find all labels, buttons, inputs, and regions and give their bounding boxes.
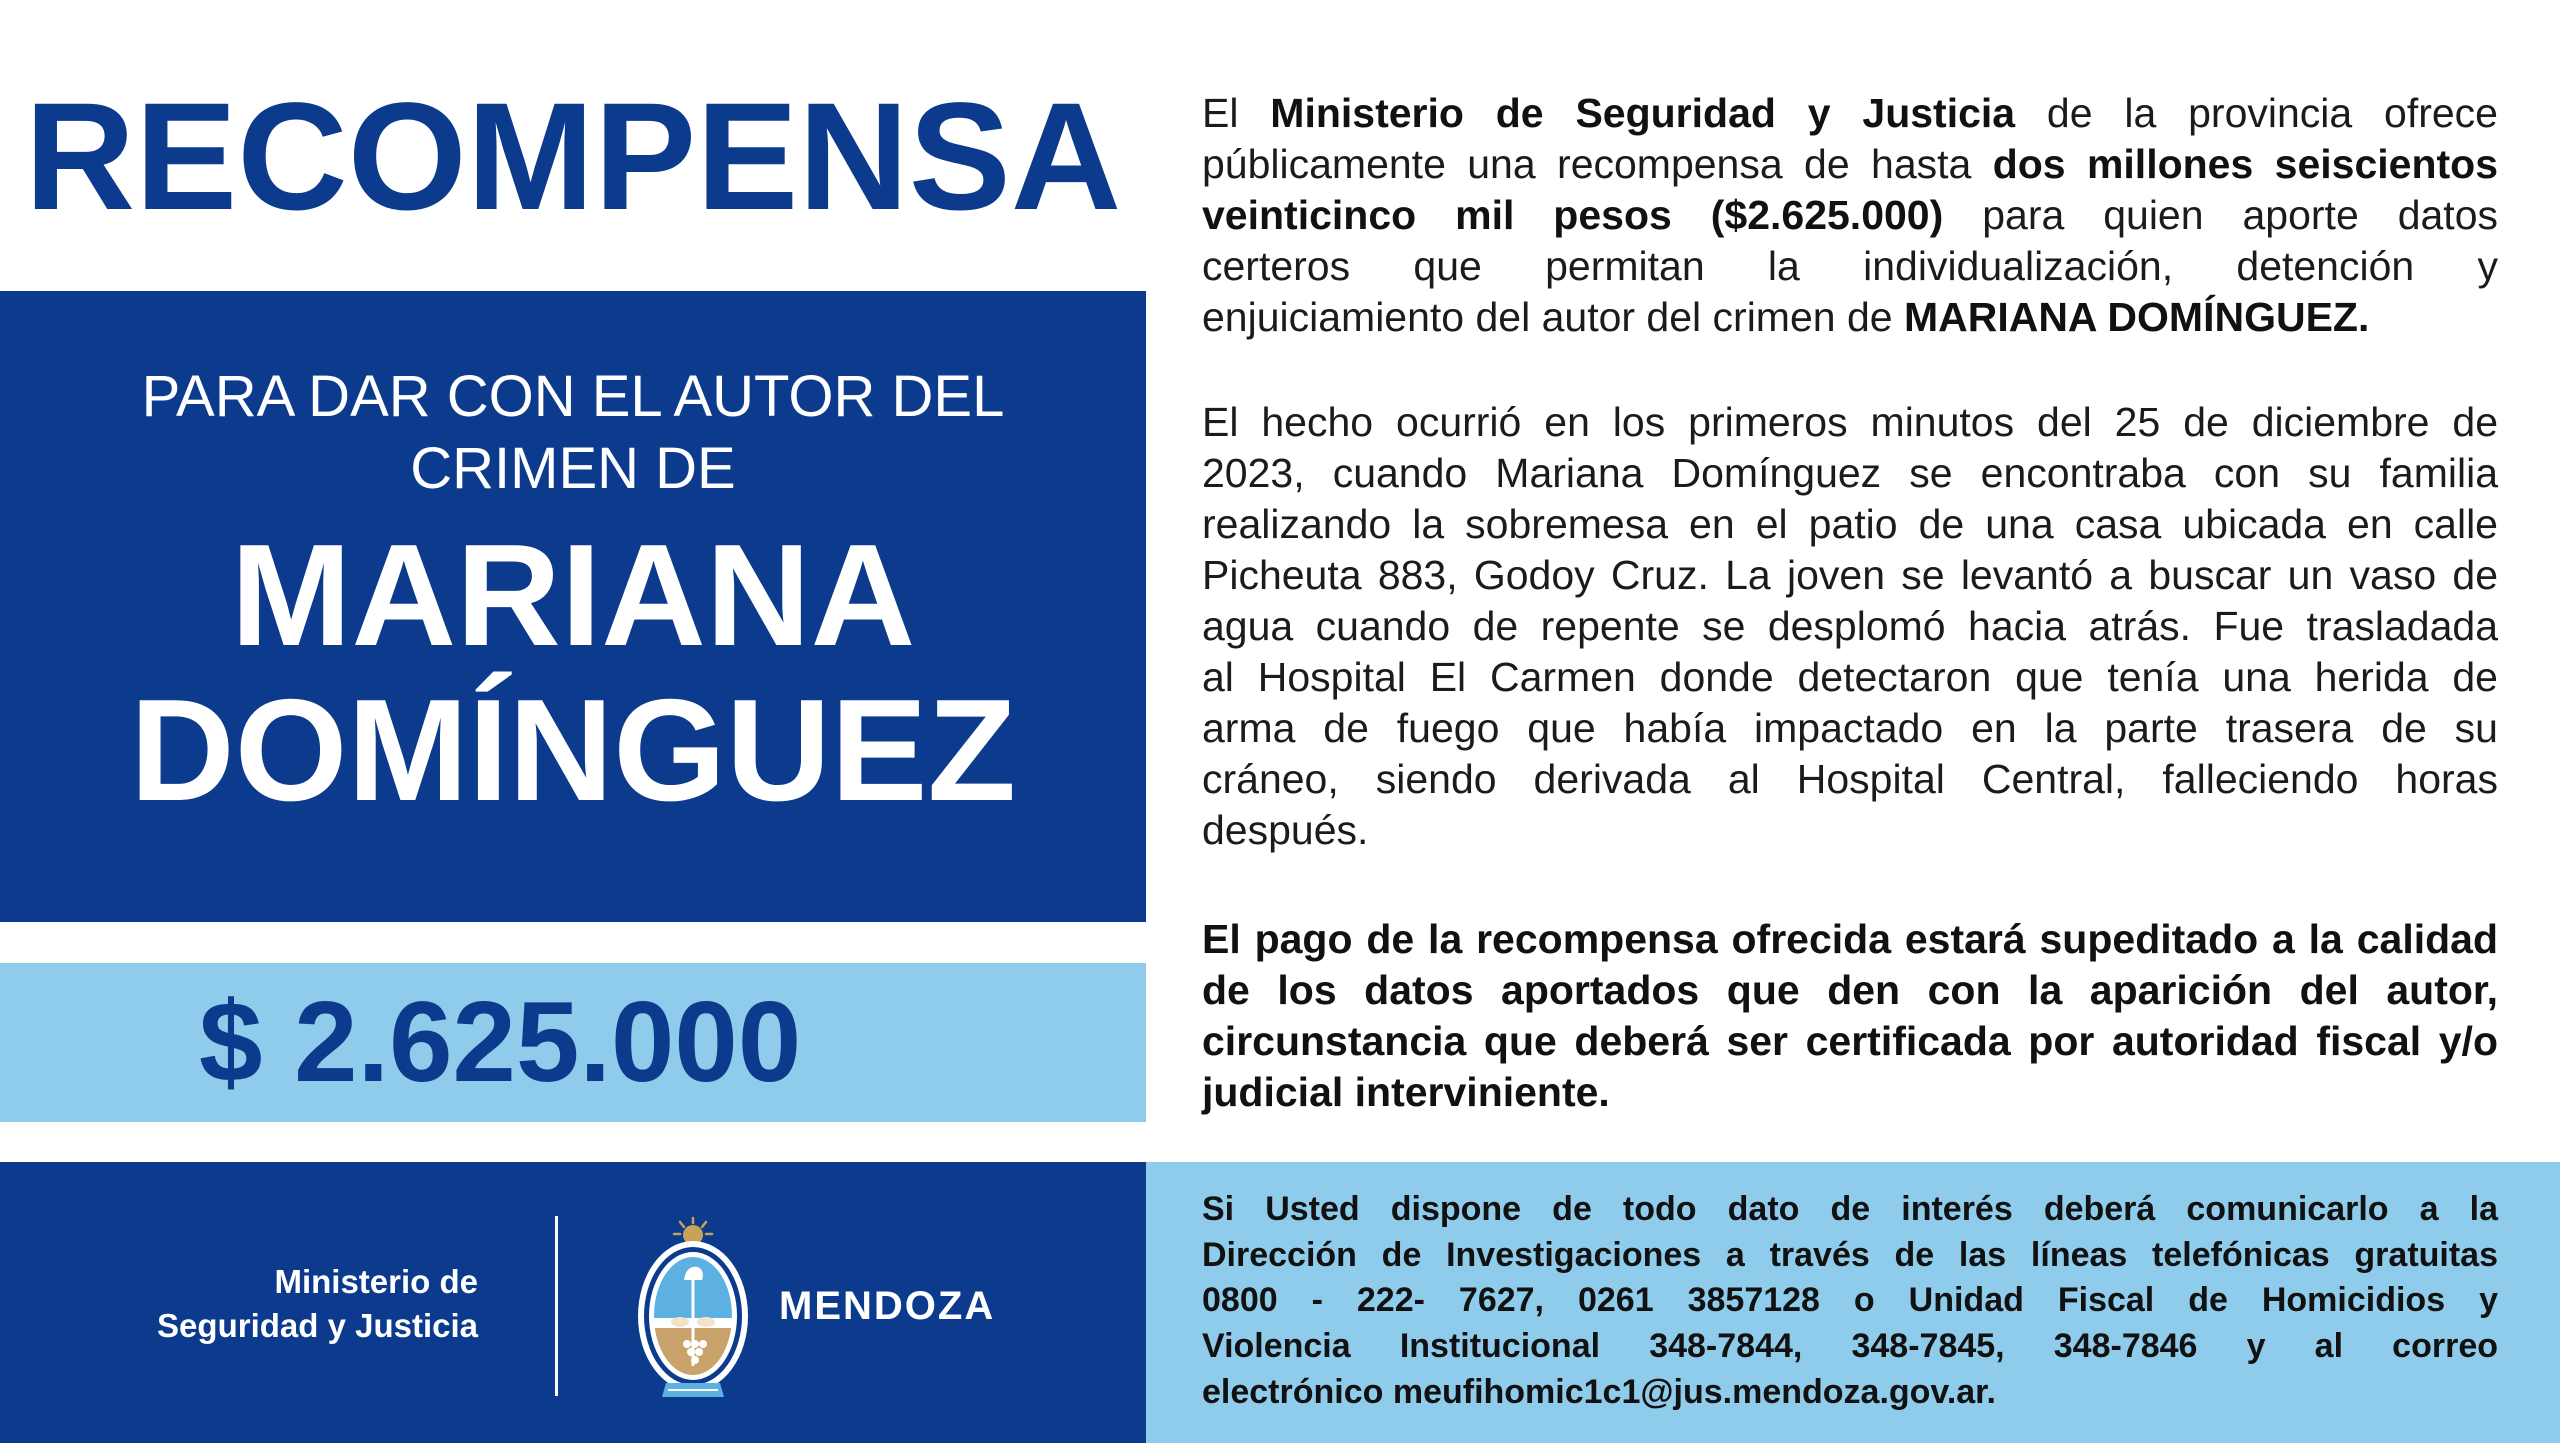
contact-line: Si Usted dispone de todo dato de interés deberá comunicarlo a la [1202, 1190, 2498, 1228]
divider [555, 1216, 558, 1396]
paragraph-line [1202, 88, 2498, 139]
paragraph-segment: para quien aporte datos [1943, 192, 2498, 238]
payment-conditions-paragraph [1202, 914, 2498, 1118]
subtitle-line: CRIMEN DE [410, 436, 736, 501]
paragraph-line [1202, 139, 2498, 190]
subtitle [0, 361, 1146, 505]
bold-segment: MARIANA DOMÍNGUEZ. [1903, 294, 2370, 340]
paragraph-line: 2023, cuando Mariana Domínguez se encontraba con su familia [1202, 450, 2498, 496]
paragraph-line: agua cuando de repente se desplomó hacia atrás. Fue trasladada [1202, 603, 2498, 649]
paragraph-segment: El [1202, 90, 1271, 136]
province-name: MENDOZA [779, 1284, 996, 1328]
paragraph-line: de los datos aportados que den con la aparición del autor, [1202, 967, 2498, 1013]
paragraph-line: después. [1202, 807, 1369, 853]
paragraph-line: arma de fuego que había impactado en la parte trasera de su [1202, 705, 2498, 751]
footer-branding [0, 1162, 1146, 1443]
paragraph-line: realizando la sobremesa en el patio de una casa ubicada en calle [1202, 501, 2498, 547]
contact-line: Dirección de Investigaciones a través de las líneas telefónicas gratuitas [1202, 1235, 2498, 1274]
bold-segment: Ministerio de Seguridad y Justicia [1270, 90, 2016, 136]
paragraph-line [1202, 241, 2498, 292]
paragraph-line [1202, 292, 2498, 343]
reward-amount-box [0, 963, 1146, 1122]
subtitle-line: PARA DAR CON EL AUTOR DEL [141, 364, 1005, 429]
ministry-name-line: Seguridad y Justicia [157, 1307, 478, 1344]
ministry-name-line: Ministerio de [274, 1263, 478, 1300]
contact-line: electrónico meufihomic1c1@jus.mendoza.gov.ar. [1202, 1372, 1996, 1411]
victim-name [0, 514, 1146, 831]
bold-segment: dos millones seiscientos [1992, 141, 2498, 187]
footer-contact [1146, 1162, 2560, 1443]
incident-paragraph [1202, 397, 2498, 856]
contact-info-paragraph [1202, 1187, 2498, 1416]
reward-amount: $ 2.625.000 [199, 979, 802, 1106]
paragraph-line: El pago de la recompensa ofrecida estará supeditado a la calidad [1202, 916, 2498, 962]
paragraph-line: cráneo, siendo derivada al Hospital Central, falleciendo horas [1202, 756, 2498, 802]
paragraph-line: judicial interviniente. [1202, 1069, 1610, 1115]
paragraph-segment: públicamente una recompensa de hasta [1202, 141, 1993, 187]
ministry-name [157, 1260, 478, 1348]
paragraph-segment: de la provincia ofrece [2015, 90, 2498, 136]
reward-title: RECOMPENSA [24, 71, 1122, 242]
paragraph-line: El hecho ocurrió en los primeros minutos del 25 de diciembre de [1202, 399, 2498, 445]
contact-line: 0800 - 222- 7627, 0261 3857128 o Unidad Fiscal de Homicidios y [1202, 1281, 2498, 1320]
victim-box [0, 291, 1146, 922]
paragraph-line: al Hospital El Carmen donde detectaron que tenía una herida de [1202, 654, 2498, 700]
paragraph-segment: enjuiciamiento del autor del crimen de [1202, 294, 1904, 340]
paragraph-segment: certeros que permitan la individualización, detención y [1202, 243, 2498, 289]
victim-name-line: DOMÍNGUEZ [129, 669, 1017, 831]
contact-line: Violencia Institucional 348-7844, 348-7845, 348-7846 y al correo [1202, 1327, 2498, 1366]
intro-paragraph [1202, 88, 2498, 343]
mendoza-coat-of-arms-icon [632, 1216, 754, 1401]
bold-segment: veinticinco mil pesos ($2.625.000) [1202, 192, 1944, 238]
paragraph-line: Picheuta 883, Godoy Cruz. La joven se levantó a buscar un vaso de [1202, 552, 2498, 598]
paragraph-line: circunstancia que deberá ser certificada por autoridad fiscal y/o [1202, 1018, 2498, 1064]
victim-name-line: MARIANA [230, 514, 916, 676]
paragraph-line [1202, 190, 2498, 241]
